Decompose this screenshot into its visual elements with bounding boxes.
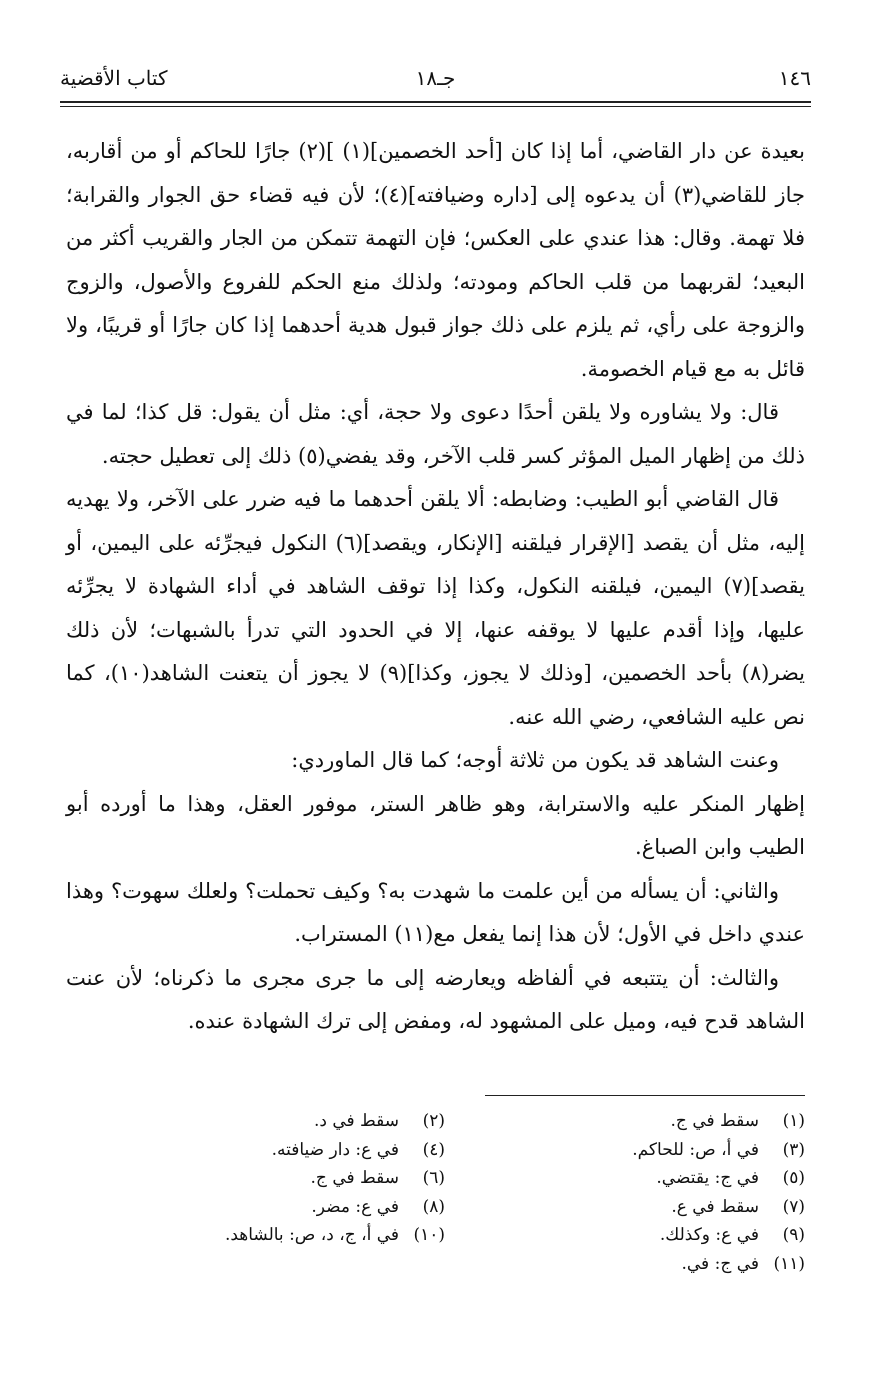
footnote-number: (٨)	[422, 1196, 445, 1217]
footnote	[465, 1107, 805, 1136]
paragraph-5: إظهار المنكر عليه والاسترابة، وهو ظاهر الستر، موفور العقل، وهذا ما أورده أبو الطيب وابن الصباغ.	[66, 791, 805, 859]
footnote-number: (١١)	[773, 1253, 805, 1274]
footnote-text: في ع: مضر.	[311, 1196, 399, 1217]
footnote	[105, 1193, 445, 1222]
footnote-number: (١٠)	[413, 1225, 445, 1245]
footnote-text: في ج: في.	[681, 1253, 759, 1274]
footnote-text: في أ، ج، د، ص: بالشاهد.	[224, 1225, 399, 1245]
footnote-number: (٩)	[782, 1225, 805, 1245]
paragraph-3: قال القاضي أبو الطيب: وضابطه: ألا يلقن أحدهما ما فيه ضرر على الآخر، ولا يهديه إليه، مثل أن يقصد [الإقرار فيلقنه [الإنكار، ويقصد](٦) النكول فيجرِّئه على اليمين، أو يقصد](٧) اليمين، فيلقنه النكول، وكذا إذا توقف الشاهد في أداء الشهادة لا يجرِّئه عليها، وإذا أقدم عليها لا يوقفه عنها، إلا في الحدود التي تدرأ بالشبهات؛ لأن ذلك يضر(٨) بأحد الخصمين، [وذلك لا يجوز، وكذا](٩) لا يجوز أن يتعنت الشاهد(١٠)، كما نص عليه الشافعي، رضي الله عنه.	[66, 487, 806, 729]
footnote	[465, 1193, 805, 1222]
footnote-number: (١)	[782, 1111, 805, 1131]
footnote-text: في ج: يقتضي.	[656, 1168, 759, 1188]
footnote-number: (٦)	[422, 1168, 445, 1188]
footnote-text: سقط في ج.	[670, 1111, 759, 1131]
footnote-column-left	[105, 1107, 445, 1250]
footnote-text: في ع: وكذلك.	[659, 1225, 759, 1245]
footnote-number: (٢)	[422, 1111, 445, 1131]
footnote-separator	[485, 1095, 805, 1096]
footnote-text: سقط في د.	[313, 1111, 399, 1131]
paragraph-2: قال: ولا يشاوره ولا يلقن أحدًا دعوى ولا حجة، أي: مثل أن يقول: قل كذا؛ لما في ذلك من إظهار الميل المؤثر كسر قلب الآخر، وقد يفضي(٥) ذلك إلى تعطيل حجته.	[66, 400, 805, 468]
footnote-text: سقط في ع.	[671, 1196, 759, 1217]
paragraph-4: وعنت الشاهد قد يكون من ثلاثة أوجه؛ كما قال الماوردي:	[291, 748, 779, 772]
main-text	[66, 130, 805, 1044]
paragraph-1: بعيدة عن دار القاضي، أما إذا كان [أحد الخصمين](١) ](٢) جارًا للحاكم أو من أقاربه، جاز للقاضي(٣) أن يدعوه إلى [داره وضيافته](٤)؛ لأن فيه قضاء حق الجوار والقرابة؛ فلا تهمة. وقال: هذا عندي على العكس؛ فإن التهمة تتمكن من الجار والقريب أكثر من البعيد؛ لقربهما من قلب الحاكم ومودته؛ ولذلك منع الحكم للفروع والأصول، والزوج والزوجة على رأي، ثم يلزم على ذلك جواز قبول هدية أحدهما إذا كان جارًا أو قريبًا، ولا قائل به مع قيام الخصومة.	[66, 139, 805, 381]
footnote	[105, 1107, 445, 1136]
footnote	[105, 1164, 445, 1193]
footnote-column-right	[465, 1107, 805, 1278]
footnote-text: سقط في ج.	[310, 1168, 399, 1188]
footnote-text: في ع: دار ضيافته.	[271, 1139, 399, 1160]
footnote	[465, 1164, 805, 1193]
volume-label: جـ١٨	[415, 66, 456, 90]
footnote	[105, 1136, 445, 1165]
footnote-text: في أ، ص: للحاكم.	[632, 1139, 759, 1160]
header-rule-thin	[60, 106, 811, 107]
footnote	[465, 1136, 805, 1165]
footnote	[465, 1221, 805, 1250]
footnote-number: (٣)	[782, 1139, 805, 1160]
book-title: كتاب الأقضية	[60, 66, 168, 90]
footnote	[465, 1250, 805, 1279]
header-rule-thick	[60, 101, 811, 103]
footnote-number: (٧)	[782, 1196, 805, 1217]
paragraph-7: والثالث: أن يتتبعه في ألفاظه ويعارضه إلى ما جرى مجرى ما ذكرناه؛ لأن عنت الشاهد قدح فيه، وميل على المشهود له، ومفض إلى ترك الشهادة عنده.	[66, 965, 805, 1033]
paragraph-6: والثاني: أن يسأله من أين علمت ما شهدت به؟ وكيف تحملت؟ ولعلك سهوت؟ وهذا عندي داخل في الأول؛ لأن هذا إنما يفعل مع(١١) المستراب.	[66, 878, 805, 946]
footnote	[105, 1221, 445, 1250]
footnote-number: (٤)	[422, 1139, 445, 1160]
page-number: ١٤٦	[778, 66, 811, 90]
footnote-number: (٥)	[782, 1168, 805, 1188]
running-header	[60, 66, 811, 98]
